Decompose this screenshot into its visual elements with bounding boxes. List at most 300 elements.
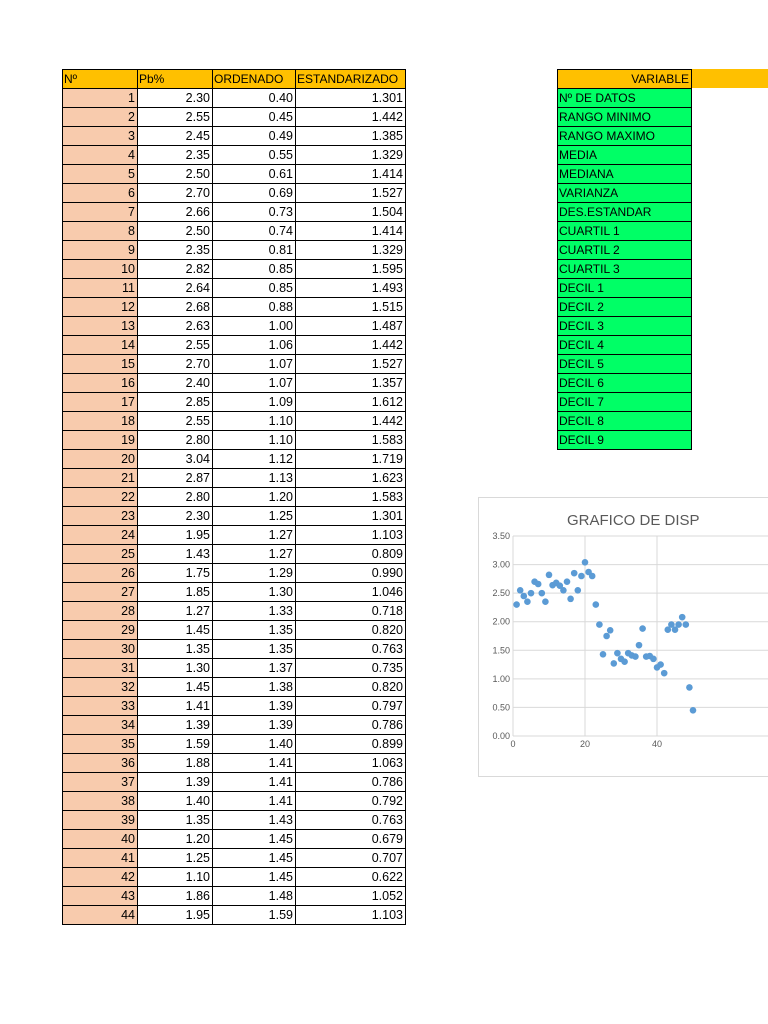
data-cell[interactable]: 1.27 (138, 602, 213, 621)
data-cell[interactable]: 1.442 (296, 412, 406, 431)
row-index-cell[interactable]: 19 (63, 431, 138, 450)
data-point (593, 601, 600, 608)
data-cell[interactable]: 1.487 (296, 317, 406, 336)
data-point (542, 598, 549, 605)
table-row (63, 906, 406, 925)
variable-row (558, 146, 692, 165)
data-cell[interactable]: 1.583 (296, 488, 406, 507)
data-point (560, 587, 567, 594)
data-point (578, 573, 585, 580)
y-tick-label: 0.00 (492, 731, 510, 741)
row-index-cell[interactable]: 16 (63, 374, 138, 393)
y-tick-label: 1.50 (492, 645, 510, 656)
row-index-cell[interactable]: 44 (63, 906, 138, 925)
data-point (603, 633, 610, 640)
table-row (63, 203, 406, 222)
table-row (63, 564, 406, 583)
row-index-cell[interactable]: 32 (63, 678, 138, 697)
data-cell[interactable]: 0.820 (296, 678, 406, 697)
data-cell[interactable]: 0.990 (296, 564, 406, 583)
data-cell[interactable]: 2.70 (138, 355, 213, 374)
variable-cell[interactable]: MEDIANA (558, 165, 692, 184)
row-index-cell[interactable]: 26 (63, 564, 138, 583)
data-cell[interactable]: 0.49 (213, 127, 296, 146)
variable-row (558, 279, 692, 298)
variable-cell[interactable]: DECIL 7 (558, 393, 692, 412)
table-row (63, 355, 406, 374)
data-cell[interactable]: 1.45 (138, 678, 213, 697)
data-cell[interactable]: 1.103 (296, 526, 406, 545)
data-cell[interactable]: 0.786 (296, 773, 406, 792)
variable-cell[interactable]: DECIL 4 (558, 336, 692, 355)
row-index-cell[interactable]: 9 (63, 241, 138, 260)
data-cell[interactable]: 1.37 (213, 659, 296, 678)
table-row (63, 526, 406, 545)
table-row (63, 431, 406, 450)
table-row (63, 450, 406, 469)
data-cell[interactable]: 0.74 (213, 222, 296, 241)
data-cell[interactable]: 2.40 (138, 374, 213, 393)
data-cell[interactable]: 2.66 (138, 203, 213, 222)
row-index-cell[interactable]: 37 (63, 773, 138, 792)
data-cell[interactable]: 1.357 (296, 374, 406, 393)
data-cell[interactable]: 1.25 (138, 849, 213, 868)
data-cell[interactable]: 0.622 (296, 868, 406, 887)
data-cell[interactable]: 0.707 (296, 849, 406, 868)
table-row (63, 621, 406, 640)
column-header[interactable]: ORDENADO (213, 70, 296, 89)
variable-cell[interactable]: Nº DE DATOS (558, 89, 692, 108)
data-cell[interactable]: 0.85 (213, 279, 296, 298)
data-point (675, 621, 682, 628)
data-cell[interactable]: 0.899 (296, 735, 406, 754)
data-cell[interactable]: 2.85 (138, 393, 213, 412)
data-cell[interactable]: 2.30 (138, 507, 213, 526)
row-index-cell[interactable]: 11 (63, 279, 138, 298)
table-row (63, 849, 406, 868)
data-cell[interactable]: 1.35 (213, 640, 296, 659)
data-cell[interactable]: 1.527 (296, 355, 406, 374)
y-tick-label: 3.00 (492, 559, 510, 570)
chart-plot (479, 498, 768, 777)
data-cell[interactable]: 1.719 (296, 450, 406, 469)
data-cell[interactable]: 1.45 (138, 621, 213, 640)
data-cell[interactable]: 1.07 (213, 355, 296, 374)
data-cell[interactable]: 2.63 (138, 317, 213, 336)
data-cell[interactable]: 1.85 (138, 583, 213, 602)
table-row (63, 393, 406, 412)
row-index-cell[interactable]: 1 (63, 89, 138, 108)
row-index-cell[interactable]: 35 (63, 735, 138, 754)
row-index-cell[interactable]: 30 (63, 640, 138, 659)
row-index-cell[interactable]: 36 (63, 754, 138, 773)
data-cell[interactable]: 2.55 (138, 336, 213, 355)
data-cell[interactable]: 1.301 (296, 507, 406, 526)
data-point (661, 670, 668, 677)
data-point (567, 596, 574, 603)
variable-table (557, 69, 692, 450)
data-cell[interactable]: 1.45 (213, 849, 296, 868)
variable-row (558, 89, 692, 108)
variable-row (558, 317, 692, 336)
data-cell[interactable]: 1.623 (296, 469, 406, 488)
table-row (63, 602, 406, 621)
variable-cell[interactable]: MEDIA (558, 146, 692, 165)
row-index-cell[interactable]: 20 (63, 450, 138, 469)
data-cell[interactable]: 1.33 (213, 602, 296, 621)
variable-row (558, 184, 692, 203)
row-index-cell[interactable]: 25 (63, 545, 138, 564)
variable-row (558, 431, 692, 450)
variable-cell[interactable]: DES.ESTANDAR (558, 203, 692, 222)
data-point (596, 621, 603, 628)
data-cell[interactable]: 0.792 (296, 792, 406, 811)
row-index-cell[interactable]: 33 (63, 697, 138, 716)
data-cell[interactable]: 0.40 (213, 89, 296, 108)
data-cell[interactable]: 2.70 (138, 184, 213, 203)
data-cell[interactable]: 1.414 (296, 222, 406, 241)
data-cell[interactable]: 2.87 (138, 469, 213, 488)
row-index-cell[interactable]: 39 (63, 811, 138, 830)
data-cell[interactable]: 1.493 (296, 279, 406, 298)
data-cell[interactable]: 0.718 (296, 602, 406, 621)
table-row (63, 868, 406, 887)
variable-header-extension (691, 69, 768, 88)
data-point (607, 627, 614, 634)
data-cell[interactable]: 1.046 (296, 583, 406, 602)
chart-title: GRAFICO DE DISP (567, 512, 700, 529)
table-row (63, 374, 406, 393)
data-cell[interactable]: 2.50 (138, 222, 213, 241)
data-cell[interactable]: 0.786 (296, 716, 406, 735)
row-index-cell[interactable]: 14 (63, 336, 138, 355)
variable-row (558, 260, 692, 279)
table-row (63, 317, 406, 336)
data-point (683, 621, 690, 628)
data-cell[interactable]: 1.30 (213, 583, 296, 602)
data-cell[interactable]: 1.385 (296, 127, 406, 146)
variable-cell[interactable]: CUARTIL 1 (558, 222, 692, 241)
row-index-cell[interactable]: 43 (63, 887, 138, 906)
data-cell[interactable]: 1.504 (296, 203, 406, 222)
data-cell[interactable]: 1.515 (296, 298, 406, 317)
data-cell[interactable]: 1.442 (296, 336, 406, 355)
data-cell[interactable]: 1.43 (213, 811, 296, 830)
data-cell[interactable]: 2.35 (138, 146, 213, 165)
data-cell[interactable]: 1.583 (296, 431, 406, 450)
table-row (63, 659, 406, 678)
row-index-cell[interactable]: 6 (63, 184, 138, 203)
table-row (63, 811, 406, 830)
row-index-cell[interactable]: 3 (63, 127, 138, 146)
data-cell[interactable]: 1.329 (296, 241, 406, 260)
row-index-cell[interactable]: 8 (63, 222, 138, 241)
data-cell[interactable]: 0.45 (213, 108, 296, 127)
row-index-cell[interactable]: 29 (63, 621, 138, 640)
data-cell[interactable]: 0.61 (213, 165, 296, 184)
variable-row (558, 393, 692, 412)
data-cell[interactable]: 1.39 (213, 716, 296, 735)
row-index-cell[interactable]: 23 (63, 507, 138, 526)
data-cell[interactable]: 1.27 (213, 526, 296, 545)
data-cell[interactable]: 2.35 (138, 241, 213, 260)
row-index-cell[interactable]: 40 (63, 830, 138, 849)
data-point (639, 625, 646, 632)
data-cell[interactable]: 1.20 (213, 488, 296, 507)
table-row (63, 754, 406, 773)
data-cell[interactable]: 0.69 (213, 184, 296, 203)
data-cell[interactable]: 1.48 (213, 887, 296, 906)
data-cell[interactable]: 1.10 (213, 412, 296, 431)
data-cell[interactable]: 1.20 (138, 830, 213, 849)
data-cell[interactable]: 1.75 (138, 564, 213, 583)
data-cell[interactable]: 1.06 (213, 336, 296, 355)
table-row (63, 298, 406, 317)
data-cell[interactable]: 1.329 (296, 146, 406, 165)
data-cell[interactable]: 1.35 (213, 621, 296, 640)
row-index-cell[interactable]: 7 (63, 203, 138, 222)
table-row (63, 697, 406, 716)
data-cell[interactable]: 1.595 (296, 260, 406, 279)
data-cell[interactable]: 0.797 (296, 697, 406, 716)
data-point (614, 650, 621, 657)
table-row (63, 184, 406, 203)
data-cell[interactable]: 0.73 (213, 203, 296, 222)
table-row (63, 108, 406, 127)
data-cell[interactable]: 2.68 (138, 298, 213, 317)
data-cell[interactable]: 1.442 (296, 108, 406, 127)
data-point (589, 573, 596, 580)
variable-cell[interactable]: RANGO MAXIMO (558, 127, 692, 146)
data-point (600, 651, 607, 658)
table-row (63, 640, 406, 659)
data-point (582, 559, 589, 566)
data-cell[interactable]: 0.809 (296, 545, 406, 564)
data-point (636, 642, 643, 649)
table-row (63, 583, 406, 602)
table-row (63, 678, 406, 697)
table-row (63, 336, 406, 355)
variable-cell[interactable]: DECIL 3 (558, 317, 692, 336)
y-tick-label: 2.00 (492, 616, 510, 627)
data-cell[interactable]: 2.55 (138, 108, 213, 127)
table-row (63, 545, 406, 564)
variable-cell[interactable]: RANGO MINIMO (558, 108, 692, 127)
row-index-cell[interactable]: 38 (63, 792, 138, 811)
variable-row (558, 127, 692, 146)
data-cell[interactable]: 1.40 (213, 735, 296, 754)
data-cell[interactable]: 2.55 (138, 412, 213, 431)
data-point (657, 661, 664, 668)
data-cell[interactable]: 2.45 (138, 127, 213, 146)
data-cell[interactable]: 1.301 (296, 89, 406, 108)
data-cell[interactable]: 0.679 (296, 830, 406, 849)
data-cell[interactable]: 2.80 (138, 431, 213, 450)
data-table-header-row (63, 70, 406, 89)
data-point (517, 587, 524, 594)
data-cell[interactable]: 1.38 (213, 678, 296, 697)
data-cell[interactable]: 1.29 (213, 564, 296, 583)
data-cell[interactable]: 1.063 (296, 754, 406, 773)
data-cell[interactable]: 1.86 (138, 887, 213, 906)
data-cell[interactable]: 1.39 (213, 697, 296, 716)
table-row (63, 488, 406, 507)
variable-cell[interactable]: DECIL 8 (558, 412, 692, 431)
data-cell[interactable]: 0.763 (296, 811, 406, 830)
data-cell[interactable]: 1.88 (138, 754, 213, 773)
table-row (63, 716, 406, 735)
variable-cell[interactable]: DECIL 2 (558, 298, 692, 317)
data-cell[interactable]: 1.41 (213, 792, 296, 811)
row-index-cell[interactable]: 27 (63, 583, 138, 602)
row-index-cell[interactable]: 5 (63, 165, 138, 184)
y-tick-label: 3.50 (492, 531, 510, 541)
data-cell[interactable]: 1.30 (138, 659, 213, 678)
data-point (528, 590, 535, 597)
data-cell[interactable]: 1.07 (213, 374, 296, 393)
data-cell[interactable]: 1.41 (138, 697, 213, 716)
table-row (63, 887, 406, 906)
row-index-cell[interactable]: 34 (63, 716, 138, 735)
data-cell[interactable]: 1.39 (138, 716, 213, 735)
variable-row (558, 165, 692, 184)
data-cell[interactable]: 1.41 (213, 773, 296, 792)
row-index-cell[interactable]: 18 (63, 412, 138, 431)
variable-row (558, 108, 692, 127)
data-cell[interactable]: 1.35 (138, 811, 213, 830)
row-index-cell[interactable]: 2 (63, 108, 138, 127)
data-cell[interactable]: 1.35 (138, 640, 213, 659)
x-tick-label: 40 (651, 739, 663, 749)
variable-cell[interactable]: VARIANZA (558, 184, 692, 203)
data-point (611, 660, 618, 667)
variable-cell[interactable]: CUARTIL 3 (558, 260, 692, 279)
row-index-cell[interactable]: 22 (63, 488, 138, 507)
variable-cell[interactable]: DECIL 5 (558, 355, 692, 374)
variable-cell[interactable]: CUARTIL 2 (558, 241, 692, 260)
data-cell[interactable]: 2.80 (138, 488, 213, 507)
y-tick-label: 0.50 (492, 702, 510, 713)
row-index-cell[interactable]: 41 (63, 849, 138, 868)
data-cell[interactable]: 1.414 (296, 165, 406, 184)
data-cell[interactable]: 2.64 (138, 279, 213, 298)
column-header[interactable]: Pb% (138, 70, 213, 89)
data-point (650, 656, 657, 663)
data-cell[interactable]: 0.735 (296, 659, 406, 678)
column-header[interactable]: Nº (63, 70, 138, 89)
data-cell[interactable]: 1.39 (138, 773, 213, 792)
row-index-cell[interactable]: 24 (63, 526, 138, 545)
data-cell[interactable]: 0.81 (213, 241, 296, 260)
data-cell[interactable]: 1.09 (213, 393, 296, 412)
variable-row (558, 298, 692, 317)
data-cell[interactable]: 1.40 (138, 792, 213, 811)
table-row (63, 222, 406, 241)
data-cell[interactable]: 1.10 (138, 868, 213, 887)
table-row (63, 127, 406, 146)
data-cell[interactable]: 0.85 (213, 260, 296, 279)
x-tick-label: 20 (579, 739, 591, 749)
data-cell[interactable]: 0.55 (213, 146, 296, 165)
data-cell[interactable]: 1.612 (296, 393, 406, 412)
scatter-chart[interactable] (478, 497, 768, 777)
data-cell[interactable]: 3.04 (138, 450, 213, 469)
variable-row (558, 222, 692, 241)
data-point (513, 601, 520, 608)
row-index-cell[interactable]: 13 (63, 317, 138, 336)
data-point (571, 570, 578, 577)
data-cell[interactable]: 1.43 (138, 545, 213, 564)
data-cell[interactable]: 1.95 (138, 906, 213, 925)
data-point (521, 593, 528, 600)
row-index-cell[interactable]: 31 (63, 659, 138, 678)
table-row (63, 279, 406, 298)
table-row (63, 507, 406, 526)
data-cell[interactable]: 1.12 (213, 450, 296, 469)
data-cell[interactable]: 1.45 (213, 868, 296, 887)
data-point (621, 658, 628, 665)
data-cell[interactable]: 1.95 (138, 526, 213, 545)
table-row (63, 89, 406, 108)
variable-row (558, 355, 692, 374)
data-cell[interactable]: 0.820 (296, 621, 406, 640)
y-tick-label: 1.00 (492, 673, 510, 684)
data-point (524, 598, 531, 605)
row-index-cell[interactable]: 12 (63, 298, 138, 317)
row-index-cell[interactable]: 10 (63, 260, 138, 279)
data-cell[interactable]: 1.00 (213, 317, 296, 336)
variable-header-row (558, 70, 692, 89)
variable-cell[interactable]: DECIL 9 (558, 431, 692, 450)
data-cell[interactable]: 1.59 (138, 735, 213, 754)
table-row (63, 146, 406, 165)
row-index-cell[interactable]: 15 (63, 355, 138, 374)
data-cell[interactable]: 0.763 (296, 640, 406, 659)
variable-cell[interactable]: DECIL 1 (558, 279, 692, 298)
data-cell[interactable]: 0.88 (213, 298, 296, 317)
table-row (63, 241, 406, 260)
data-cell[interactable]: 1.45 (213, 830, 296, 849)
table-row (63, 165, 406, 184)
column-header[interactable]: ESTANDARIZADO (296, 70, 406, 89)
data-cell[interactable]: 2.50 (138, 165, 213, 184)
data-cell[interactable]: 1.13 (213, 469, 296, 488)
data-point (690, 707, 697, 714)
row-index-cell[interactable]: 28 (63, 602, 138, 621)
row-index-cell[interactable]: 17 (63, 393, 138, 412)
data-cell[interactable]: 1.59 (213, 906, 296, 925)
data-cell[interactable]: 1.41 (213, 754, 296, 773)
data-point (535, 581, 542, 588)
table-row (63, 792, 406, 811)
data-cell[interactable]: 1.527 (296, 184, 406, 203)
variable-row (558, 412, 692, 431)
data-cell[interactable]: 2.82 (138, 260, 213, 279)
row-index-cell[interactable]: 42 (63, 868, 138, 887)
variable-header[interactable]: VARIABLE (558, 70, 692, 89)
data-cell[interactable]: 1.052 (296, 887, 406, 906)
data-cell[interactable]: 1.103 (296, 906, 406, 925)
row-index-cell[interactable]: 21 (63, 469, 138, 488)
data-point (546, 572, 553, 579)
data-point (564, 578, 571, 585)
row-index-cell[interactable]: 4 (63, 146, 138, 165)
data-cell[interactable]: 1.27 (213, 545, 296, 564)
data-cell[interactable]: 1.25 (213, 507, 296, 526)
variable-cell[interactable]: DECIL 6 (558, 374, 692, 393)
data-cell[interactable]: 2.30 (138, 89, 213, 108)
data-cell[interactable]: 1.10 (213, 431, 296, 450)
